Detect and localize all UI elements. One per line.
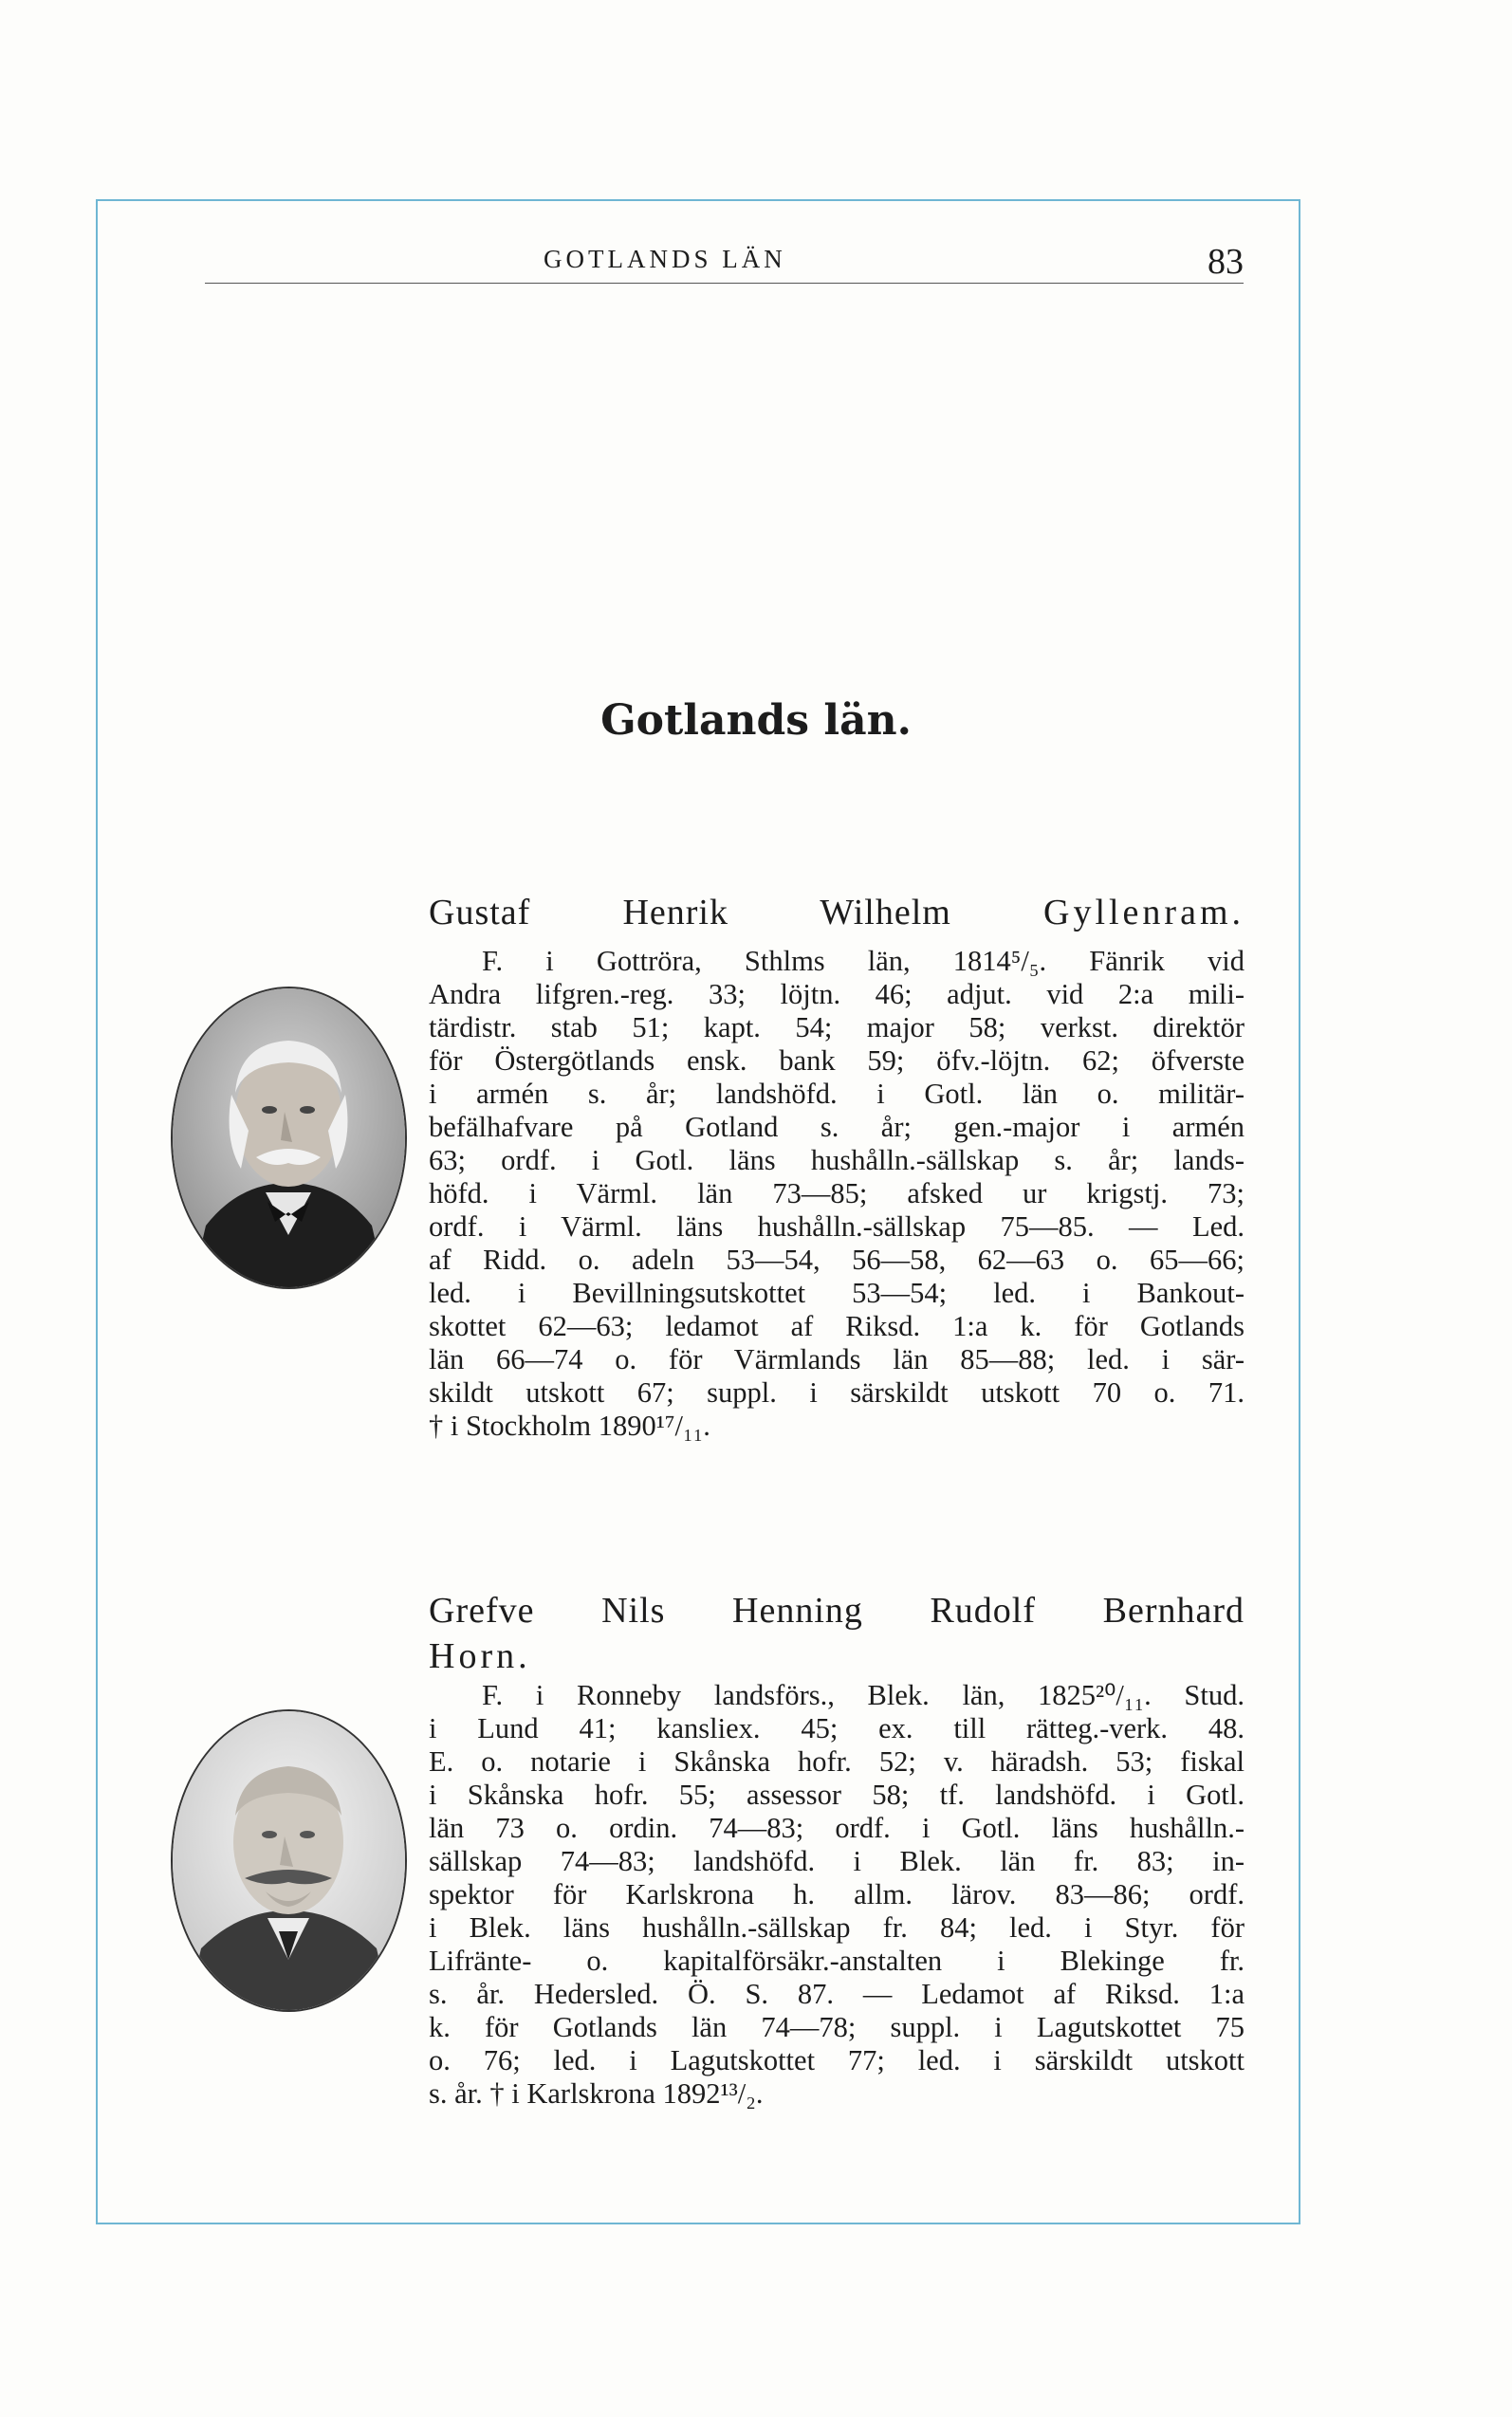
- bio-line: s. år. Hedersled. Ö. S. 87. — Ledamot af Riksd. 1:a: [429, 1978, 1245, 2010]
- entry-2-portrait: [171, 1709, 407, 2012]
- entry-2-biography: [429, 1679, 1245, 2111]
- bio-line: i Lund 41; kansliex. 45; ex. till rätteg.-verk. 48.: [429, 1712, 1245, 1744]
- entry-2-name-line-1: Grefve Nils Henning Rudolf Bernhard: [429, 1591, 1245, 1631]
- bio-line: Andra lifgren.-reg. 33; löjtn. 46; adjut. vid 2:a mili-: [429, 978, 1245, 1010]
- running-head: [205, 242, 1244, 284]
- running-head-title: GOTLANDS LÄN: [544, 245, 786, 273]
- bio-line: Lifränte- o. kapitalförsäkr.-anstalten i Blekinge fr.: [429, 1945, 1245, 1977]
- entry-1-biography: [429, 945, 1245, 1443]
- page-number: 83: [1208, 242, 1244, 282]
- bio-line: † i Stockholm 1890¹⁷/₁₁.: [429, 1410, 710, 1442]
- bio-line: E. o. notarie i Skånska hofr. 52; v. häradsh. 53; fiskal: [429, 1745, 1245, 1778]
- entry-1-name: [429, 890, 1245, 935]
- bio-line: 63; ordf. i Gotl. läns hushålln.-sällskap s. år; lands-: [429, 1144, 1245, 1176]
- bio-line: i armén s. år; landshöfd. i Gotl. län o. militär-: [429, 1078, 1245, 1110]
- entry-1-given-names: Gustaf Henrik Wilhelm: [429, 893, 951, 932]
- bio-line: F. i Ronneby landsförs., Blek. län, 1825²⁰/₁₁. Stud.: [482, 1679, 1245, 1711]
- bio-line: skildt utskott 67; suppl. i särskildt utskott 70 o. 71.: [429, 1376, 1245, 1409]
- bio-line: befälhafvare på Gotland s. år; gen.-major i armén: [429, 1111, 1245, 1143]
- section-title: Gotlands län.: [600, 696, 912, 745]
- bio-line: för Östergötlands ensk. bank 59; öfv.-löjtn. 62; öfverste: [429, 1044, 1245, 1077]
- bio-line: skottet 62—63; ledamot af Riksd. 1:a k. för Gotlands: [429, 1310, 1245, 1342]
- entry-1-surname: Gyllenram.: [1043, 893, 1245, 932]
- entry-2-surname: Horn.: [429, 1636, 531, 1676]
- bio-line: k. för Gotlands län 74—78; suppl. i Lagutskottet 75: [429, 2011, 1245, 2043]
- bio-line: s. år. † i Karlskrona 1892¹³/₂.: [429, 2077, 764, 2110]
- bio-line: ordf. i Värml. läns hushålln.-sällskap 75—85. — Led.: [429, 1210, 1245, 1243]
- bio-line: höfd. i Värml. län 73—85; afsked ur krigstj. 73;: [429, 1177, 1245, 1209]
- bio-line: tärdistr. stab 51; kapt. 54; major 58; verkst. direktör: [429, 1011, 1245, 1043]
- bio-line: sällskap 74—83; landshöfd. i Blek. län fr. 83; in-: [429, 1845, 1245, 1877]
- bio-line: af Ridd. o. adeln 53—54, 56—58, 62—63 o. 65—66;: [429, 1244, 1245, 1276]
- bio-line: F. i Gottröra, Sthlms län, 1814⁵/₅. Fänrik vid: [482, 945, 1245, 977]
- bio-line: län 66—74 o. för Värmlands län 85—88; led. i sär-: [429, 1343, 1245, 1375]
- bio-line: i Blek. läns hushålln.-sällskap fr. 84; led. i Styr. för: [429, 1911, 1245, 1944]
- bio-line: o. 76; led. i Lagutskottet 77; led. i särskildt utskott: [429, 2044, 1245, 2076]
- entry-1-portrait: [171, 987, 407, 1289]
- bio-line: län 73 o. ordin. 74—83; ordf. i Gotl. läns hushålln.-: [429, 1812, 1245, 1844]
- bio-line: i Skånska hofr. 55; assessor 58; tf. landshöfd. i Gotl.: [429, 1779, 1245, 1811]
- bio-line: spektor för Karlskrona h. allm. lärov. 83—86; ordf.: [429, 1878, 1245, 1910]
- bio-line: led. i Bevillningsutskottet 53—54; led. i Bankout-: [429, 1277, 1245, 1309]
